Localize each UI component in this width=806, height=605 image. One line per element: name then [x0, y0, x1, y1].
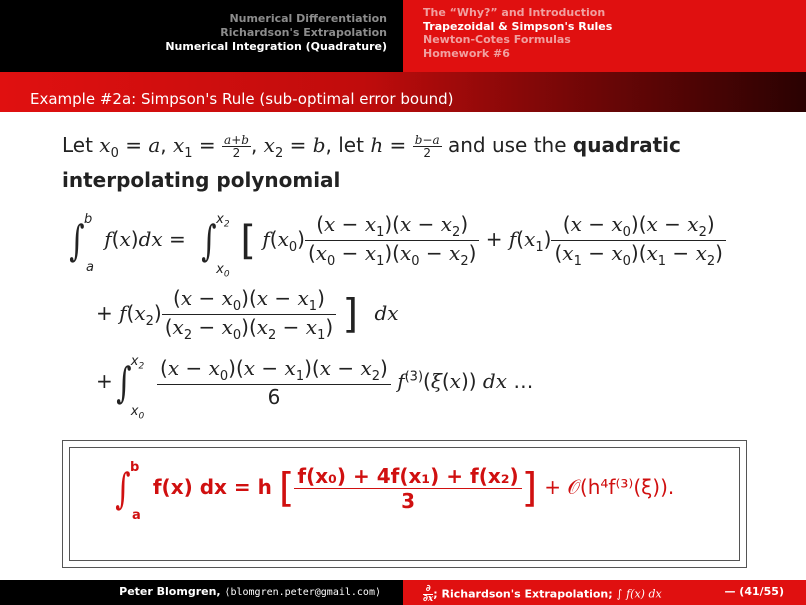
- lagrange-basis-1: $\frac{(x - x_0)(x - x_2)}{(x_1 - x_0)(x_1 - x_2)}$: [551, 212, 725, 269]
- nav-subsection-why-introduction[interactable]: The “Why?” and Introduction: [423, 6, 606, 19]
- footer-topic-text: ; Richardson's Extrapolation;: [433, 587, 613, 601]
- frame-title: Example #2a: Simpson's Rule (sub-optimal error bound): [30, 90, 454, 108]
- intro-paragraph: Let $x_0 = a$, $x_1$ = $\frac{a+b}{2}$ , $x_2 = b$, let h = $\frac{b-a}{2}$ and use the quadratic interpolating polynomial: [62, 133, 681, 192]
- slide-content: [62, 132, 782, 193]
- equation-line-2: + $f(x_2)$ $\frac{(x - x_0)(x - x_1)}{(x_2 - x_0)(x_2 - x_1)}$ ] dx: [96, 286, 399, 343]
- equation-line-1: ∫ b a f(x)dx = ∫ $x_2$ $x_0$ [ $f(x_0)$ $\frac{(x - x_1)(x - x_2)}{(x_0 - x_1)(x_0 - x_2)}$ + $f(x_1)$ $\frac{(x - x_0)(x - x_2)}{(x_1 - x_0)(x_1 - x_2)}$: [66, 212, 726, 269]
- derivative-symbol: $\frac{\partial}{\partial x}$: [423, 584, 434, 604]
- section-nav: [0, 0, 403, 72]
- result-numerator: f(x₀) + 4f(x₁) + f(x₂): [294, 464, 521, 489]
- intro-let: Let: [62, 133, 93, 157]
- footer-author: [119, 585, 381, 598]
- result-box: [62, 440, 747, 568]
- integral-sign: ∫: [115, 464, 131, 513]
- nav-subsection-homework[interactable]: Homework #6: [423, 46, 510, 60]
- nav-section-numerical-differentiation[interactable]: Numerical Differentiation: [229, 12, 387, 25]
- integral-sign: ∫: [201, 216, 217, 265]
- result-lhs: f(x) dx = h: [152, 475, 272, 499]
- nav-section-numerical-integration[interactable]: Numerical Integration (Quadrature): [165, 40, 387, 53]
- equation-line-3: +∫ $x_2$ $x_0$ $\frac{(x - x_0)(x - x_1)(x - x_2)}{6}$ $f^{(3)}(\xi(x))$ dx …: [96, 354, 534, 422]
- result-denominator: 3: [401, 489, 415, 513]
- intro-bold-polynomial: interpolating polynomial: [62, 168, 341, 192]
- author-email: ⟨blomgren.peter@gmail.com⟩: [224, 587, 381, 598]
- result-error-term: + 𝒪(h⁴f⁽³⁾(ξ)).: [544, 475, 675, 499]
- error-term-fraction: $\frac{(x - x_0)(x - x_1)(x - x_2)}{6}$: [157, 356, 391, 409]
- integral-sign: ∫: [69, 216, 85, 265]
- author-name: Peter Blomgren,: [119, 585, 221, 598]
- midpoint-fraction: $\frac{a+b}{2}$: [224, 133, 249, 160]
- frame-title-bar: [0, 72, 806, 112]
- subsection-nav: [403, 0, 806, 72]
- footer-bar: [0, 580, 806, 605]
- step-fraction: $\frac{b-a}{2}$: [414, 133, 440, 160]
- nav-subsection-newton-cotes[interactable]: Newton-Cotes Formulas: [423, 33, 571, 46]
- lagrange-basis-0: $\frac{(x - x_1)(x - x_2)}{(x_0 - x_1)(x_0 - x_2)}$: [305, 212, 479, 269]
- lagrange-basis-2: $\frac{(x - x_0)(x - x_1)}{(x_2 - x_0)(x_2 - x_1)}$: [162, 286, 336, 343]
- footer-topic-tail: f(x) dx: [626, 587, 662, 601]
- nav-section-richardson-extrapolation[interactable]: Richardson's Extrapolation: [220, 26, 387, 39]
- simpson-rule-result: ∫ b a f(x) dx = h [ $\frac{\text{f(x₀) + 4f(x₁) + f(x₂)}}{3}$ ] + 𝒪(h⁴f⁽³⁾(ξ)).: [115, 460, 675, 523]
- top-navigation-bar: [0, 0, 806, 72]
- page-number: — (41/55): [724, 585, 784, 598]
- nav-subsection-trapezoidal-simpson[interactable]: Trapezoidal & Simpson's Rules: [423, 19, 613, 33]
- integral-sign: ∫: [116, 358, 132, 407]
- intro-use-text: and use the: [447, 133, 567, 157]
- footer-topic: $\frac{\partial}{\partial x}$ ; Richardson's Extrapolation; ∫ f(x) dx: [423, 584, 662, 604]
- intro-bold-quadratic: quadratic: [572, 133, 681, 157]
